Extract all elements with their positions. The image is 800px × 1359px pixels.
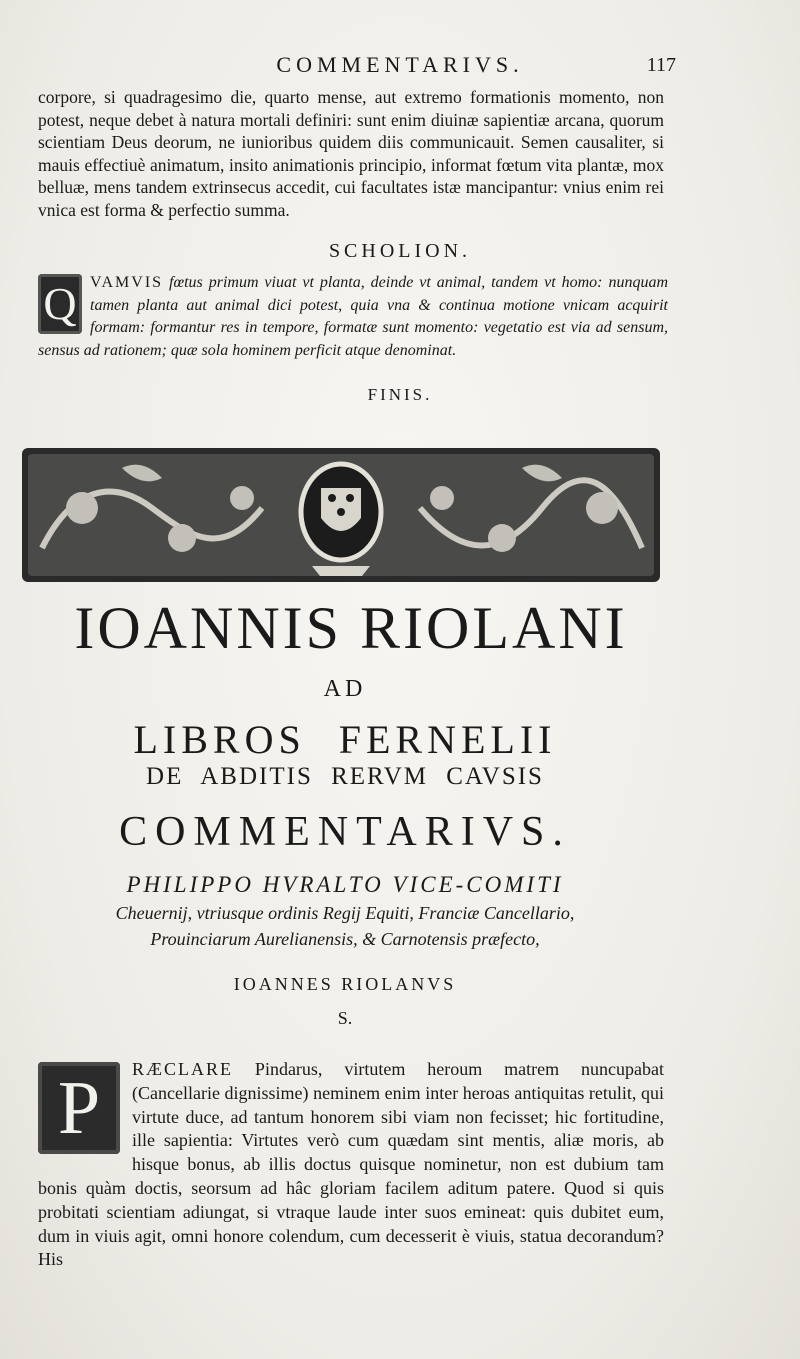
dedication xyxy=(40,870,650,952)
finis-label: FINIS. xyxy=(367,385,433,404)
scholion-paragraph xyxy=(38,272,668,362)
scholion-small-caps: VAMVIS xyxy=(90,274,164,291)
dedication-line-2: Cheuernij, vtriusque ordinis Regij Equiti, Franciæ Cancellario, xyxy=(115,903,575,923)
title-abditis: DE ABDITIS RERVM CAVSIS xyxy=(146,763,544,790)
ornamental-headpiece xyxy=(22,448,660,582)
dedication-line-1: PHILIPPO HVRALTO VICE-COMITI xyxy=(126,872,564,897)
main-paragraph xyxy=(38,1058,664,1272)
title-ad: AD xyxy=(323,676,367,702)
main-text: Pindarus, virtutem heroum matrem nuncupabat (Cancellarie dignissime) neminem enim inter heroas antiquitas retulit, qui virtute duce, ad tantum honorem sibi viam non fecisset; hic fortitudine, ille sapientia: Virtutes verò cum quædam sint mentis, aliæ moris, ab hisque bonus, ab illis doctus quisque nominetur, non est dubium tam bonis quàm doctis, seorsum ad hâc gloriam facilem aditum patere. Quod si quis probitati scientiam adiungat, si vtraque laude inter suos emineat: quis dubitet eum, dum in viuis agit, omni honore colendum, cum decesserit è viuis, statua decorandum? His xyxy=(38,1059,664,1270)
title-author: IOANNIS RIOLANI xyxy=(74,595,628,661)
drop-cap-q: Q xyxy=(38,274,82,334)
salutation: S. xyxy=(337,1008,353,1028)
dedication-line-3: Prouinciarum Aurelianensis, & Carnotensis præfecto, xyxy=(150,929,540,949)
main-small-caps: RÆCLARE xyxy=(132,1059,234,1079)
drop-cap-p: P xyxy=(38,1062,120,1154)
running-head xyxy=(0,52,800,82)
scholion-heading: SCHOLION. xyxy=(328,240,472,262)
top-paragraph: corpore, si quadragesimo die, quarto mense, aut extremo formationis momento, non potest, neque debet à natura mortali definiri: sunt enim diuinæ sapientiæ arcana, quorum scientiam Deus deorum, ne iunioribus quidem diis communicauit. Semen causaliter, si mauis effectiuè animatum, insito animationis principio, informat fœtum vita plantæ, mox belluæ, mens tandem extrinsecus accedit, cui facultates istæ mancipantur: vnius enim rei vnica est forma & perfectio summa. xyxy=(38,87,664,220)
title-libros: LIBROS FERNELII xyxy=(133,717,557,762)
author-line: IOANNES RIOLANVS xyxy=(233,974,457,994)
running-title: COMMENTARIVS. xyxy=(276,52,524,77)
title-commentarius: COMMENTARIVS. xyxy=(119,809,571,855)
page-number: 117 xyxy=(646,54,676,76)
scholion-text: fœtus primum viuat vt planta, deinde vt animal, tandem vt homo: nunquam tamen planta aut animal dici potest, quia vna & continua motione vnicam acquirit formam: formantur res in tempore, formatæ sunt momento: vegetatio est via ad sensum, sensus ad rationem; quæ sola hominem perficit atque denominat. xyxy=(38,274,668,359)
